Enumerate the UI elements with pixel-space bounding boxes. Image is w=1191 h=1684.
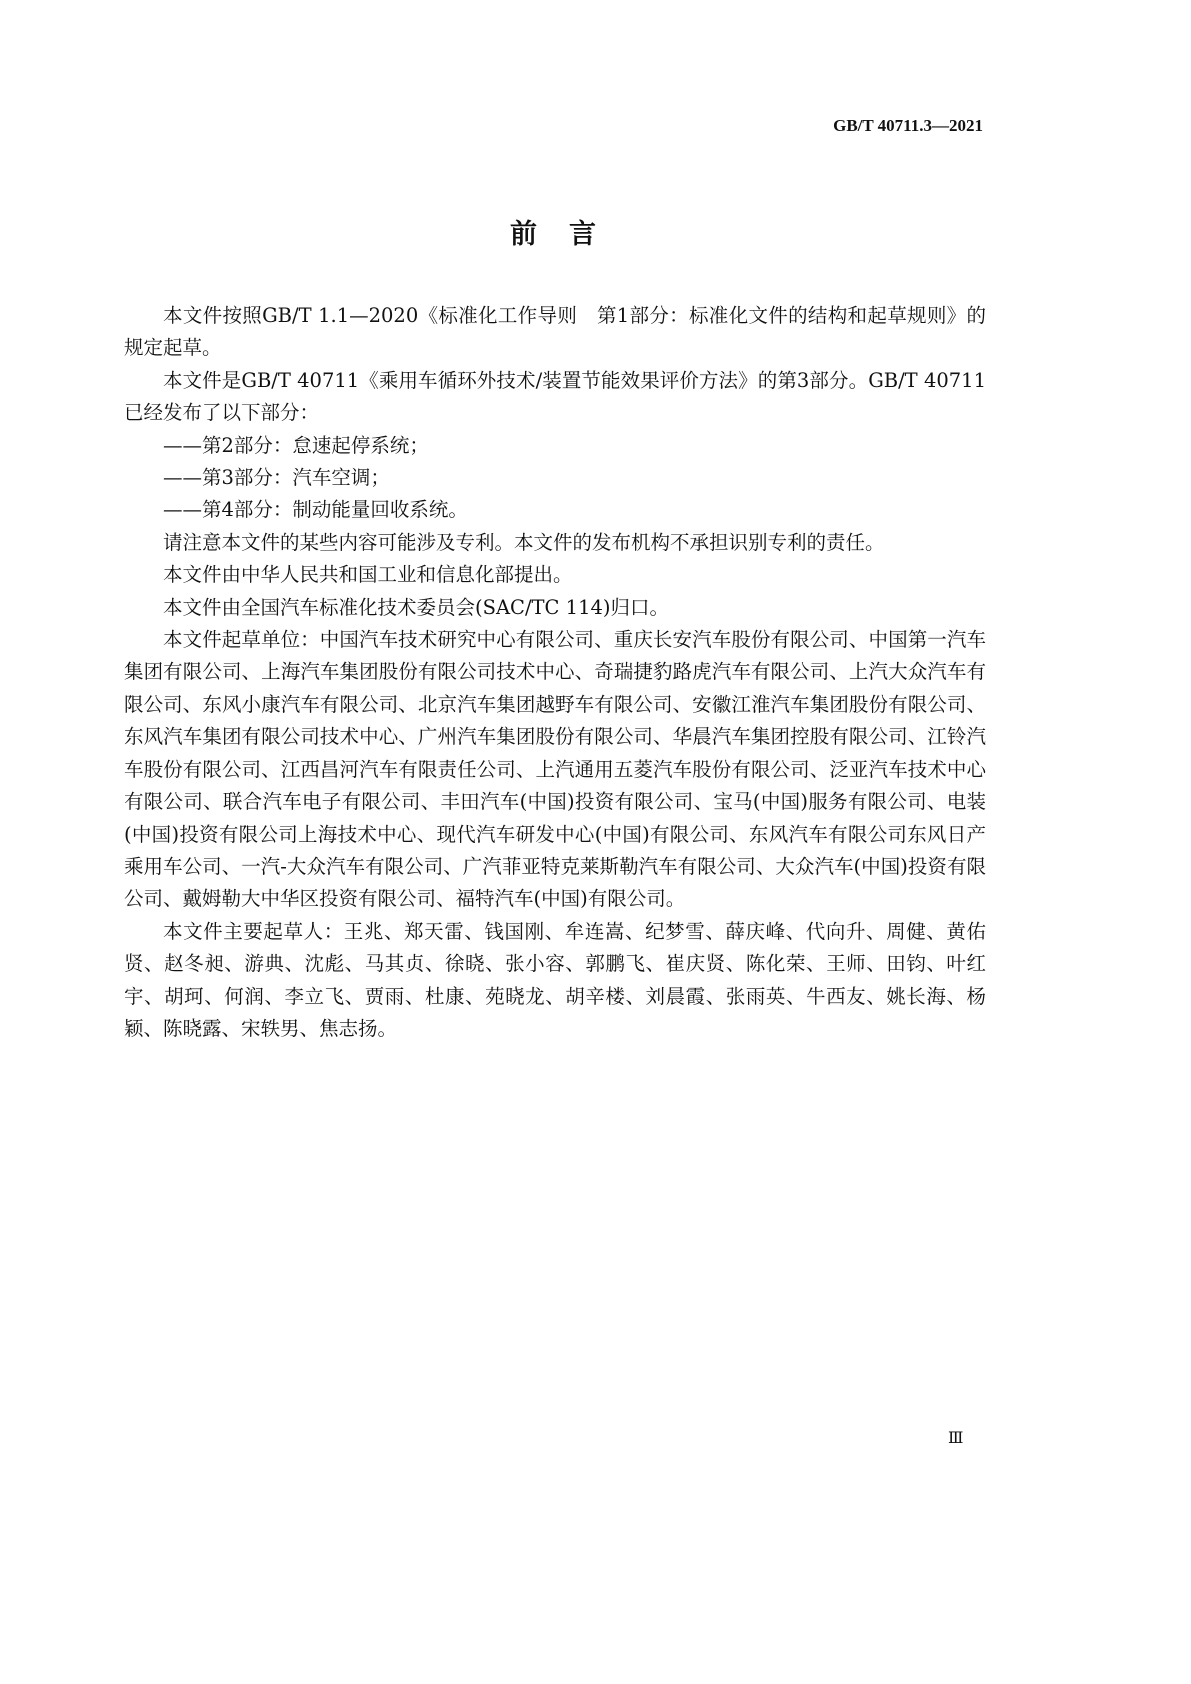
list-item-part-3: ——第3部分：汽车空调； [163, 466, 390, 490]
standard-number: GB/T 40711.3—2021 [833, 116, 983, 135]
paragraph-drafting-organizations: 本文件起草单位：中国汽车技术研究中心有限公司、重庆长安汽车股份有限公司、中国第一汽车集团有限公司、上海汽车集团股份有限公司技术中心、奇瑞捷豹路虎汽车有限公司、上汽大众汽车有限公司、东风小康汽车有限公司、北京汽车集团越野车有限公司、安徽江淮汽车集团股份有限公司、东风汽车集团有限公司技术中心、广州汽车集团股份有限公司、华晨汽车集团控股有限公司、江铃汽车股份有限公司、江西昌河汽车有限责任公司、上汽通用五菱汽车股份有限公司、泛亚汽车技术中心有限公司、联合汽车电子有限公司、丰田汽车(中国)投资有限公司、宝马(中国)服务有限公司、电装(中国)投资有限公司上海技术中心、现代汽车研发中心(中国)有限公司、东风汽车有限公司东风日产乘用车公司、一汽-大众汽车有限公司、广汽菲亚特克莱斯勒汽车有限公司、大众汽车(中国)投资有限公司、戴姆勒大中华区投资有限公司、福特汽车(中国)有限公司。 [124, 628, 986, 911]
list-item-part-4: ——第4部分：制动能量回收系统。 [163, 498, 468, 522]
list-item-part-2: ——第2部分：怠速起停系统； [163, 433, 429, 457]
paragraph-drafters: 本文件主要起草人：王兆、郑天雷、钱国刚、牟连嵩、纪梦雪、薛庆峰、代向升、周健、黄佑贤、赵冬昶、游典、沈彪、马其贞、徐晓、张小容、郭鹏飞、崔庆贤、陈化荣、王师、田钧、叶红宇、胡珂、何润、李立飞、贾雨、杜康、苑晓龙、胡辛楼、刘晨霞、张雨英、牛西友、姚长海、杨颖、陈晓露、宋轶男、焦志扬。 [124, 919, 986, 1040]
paragraph-drafting-rules: 本文件按照GB/T 1.1—2020《标准化工作导则 第1部分：标准化文件的结构和起草规则》的规定起草。 [124, 304, 986, 360]
page-number: Ⅲ [948, 1428, 964, 1447]
paragraph-series-parts: 本文件是GB/T 40711《乘用车循环外技术/装置节能效果评价方法》的第3部分。GB/T 40711已经发布了以下部分： [124, 368, 986, 425]
page-title: 前言 [510, 219, 628, 250]
foreword-body [124, 300, 986, 1045]
paragraph-patent-notice: 请注意本文件的某些内容可能涉及专利。本文件的发布机构不承担识别专利的责任。 [163, 530, 885, 554]
paragraph-technical-committee: 本文件由全国汽车标准化技术委员会(SAC/TC 114)归口。 [163, 595, 669, 619]
paragraph-proposer: 本文件由中华人民共和国工业和信息化部提出。 [163, 563, 573, 587]
